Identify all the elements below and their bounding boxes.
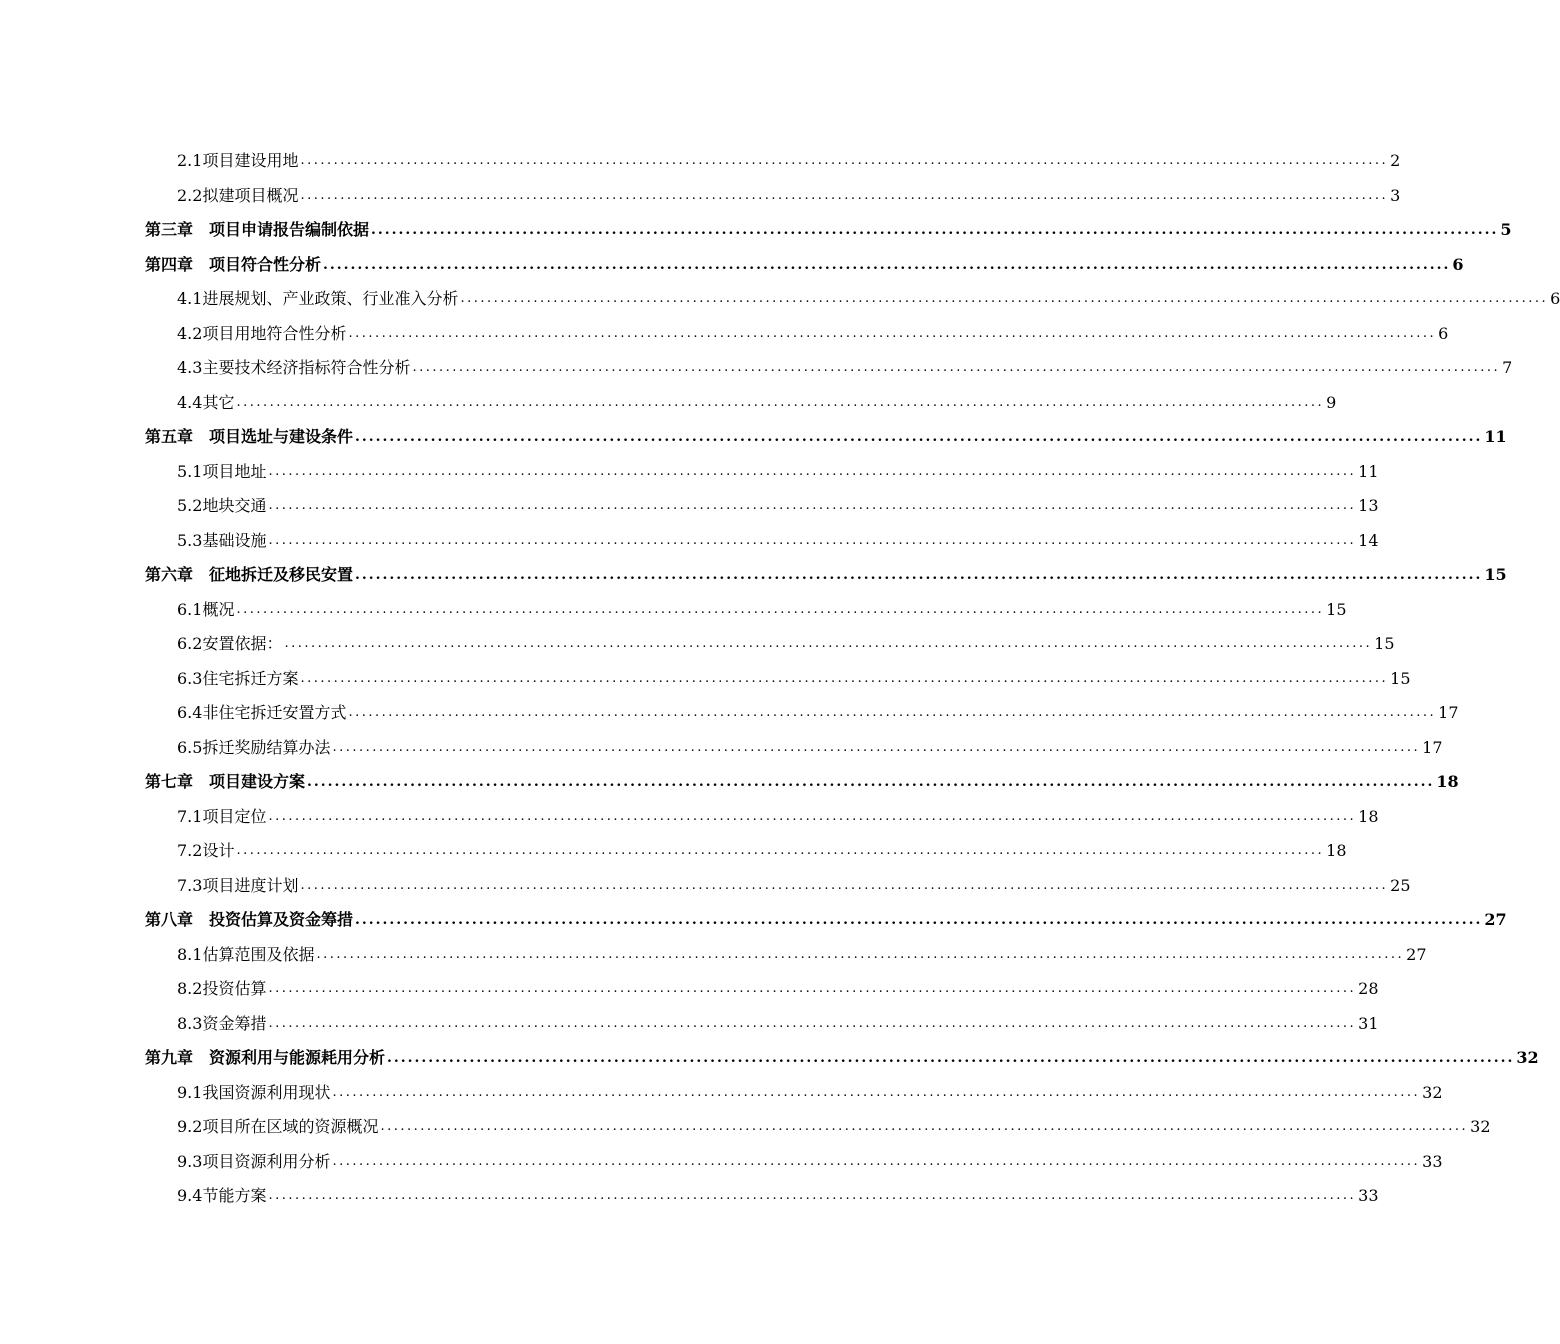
toc-dot-leader: .................................................................................................................................................................... bbox=[300, 187, 1389, 203]
toc-dot-leader: .................................................................................................................................................................... bbox=[300, 670, 1389, 686]
toc-page-number: 6 bbox=[1452, 254, 1464, 274]
toc-page-number: 13 bbox=[1358, 496, 1379, 515]
toc-section-entry[interactable] bbox=[177, 592, 1347, 622]
toc-section-entry[interactable] bbox=[177, 385, 1337, 415]
toc-page-number: 7 bbox=[1502, 358, 1513, 377]
toc-dot-leader: .................................................................................................................................................................... bbox=[412, 360, 1501, 375]
toc-entry-title: 5.2地块交通 bbox=[177, 496, 267, 515]
toc-dot-leader: .................................................................................................................................................................... bbox=[323, 256, 1451, 273]
toc-entry-title: 4.3主要技术经济指标符合性分析 bbox=[177, 358, 411, 377]
toc-dot-leader: .................................................................................................................................................................... bbox=[236, 601, 1325, 617]
toc-entry-title: 8.1估算范围及依据 bbox=[177, 944, 315, 964]
toc-dot-leader: .................................................................................................................................................................... bbox=[355, 912, 1483, 928]
toc-page-number: 14 bbox=[1358, 530, 1379, 550]
toc-page-number: 6 bbox=[1550, 289, 1560, 308]
toc-dot-leader: .................................................................................................................................................................... bbox=[348, 325, 1437, 341]
toc-entry-title: 6.4非住宅拆迁安置方式 bbox=[177, 703, 347, 722]
toc-entry-title: 第四章 项目符合性分析 bbox=[145, 254, 322, 274]
toc-entry-title: 6.3住宅拆迁方案 bbox=[177, 668, 299, 688]
toc-section-entry[interactable] bbox=[177, 178, 1401, 208]
toc-entry-title: 8.3资金筹措 bbox=[177, 1013, 267, 1033]
toc-chapter-entry[interactable] bbox=[145, 902, 1507, 932]
toc-chapter-entry[interactable] bbox=[145, 1040, 1539, 1070]
toc-dot-leader: .................................................................................................................................................................... bbox=[380, 1119, 1469, 1134]
toc-chapter-entry[interactable] bbox=[145, 419, 1507, 449]
toc-dot-leader: .................................................................................................................................................................... bbox=[355, 567, 1483, 583]
toc-entry-title: 9.3项目资源利用分析 bbox=[177, 1151, 331, 1171]
toc-page-number: 25 bbox=[1390, 875, 1411, 895]
toc-section-entry[interactable] bbox=[177, 281, 1560, 311]
toc-dot-leader: .................................................................................................................................................................... bbox=[268, 981, 1357, 996]
toc-page-number: 28 bbox=[1358, 979, 1379, 998]
toc-entry-title: 第七章 项目建设方案 bbox=[145, 772, 306, 791]
toc-dot-leader: .................................................................................................................................................................... bbox=[236, 394, 1325, 410]
toc-section-entry[interactable] bbox=[177, 695, 1459, 725]
toc-dot-leader: .................................................................................................................................................................... bbox=[284, 636, 1373, 651]
toc-dot-leader: .................................................................................................................................................................... bbox=[300, 877, 1389, 893]
toc-dot-leader: .................................................................................................................................................................... bbox=[268, 532, 1357, 548]
toc-page-number: 17 bbox=[1422, 737, 1443, 757]
toc-page-number: 11 bbox=[1484, 427, 1507, 446]
toc-dot-leader: .................................................................................................................................................................... bbox=[268, 1015, 1357, 1031]
toc-section-entry[interactable] bbox=[177, 1006, 1379, 1036]
toc-entry-title: 第八章 投资估算及资金筹措 bbox=[145, 910, 354, 929]
toc-page-number: 18 bbox=[1326, 841, 1347, 860]
toc-page-number: 2 bbox=[1390, 151, 1401, 170]
toc-dot-leader: .................................................................................................................................................................... bbox=[332, 1153, 1421, 1169]
toc-entry-title: 9.1我国资源利用现状 bbox=[177, 1082, 331, 1102]
toc-section-entry[interactable] bbox=[177, 661, 1411, 691]
toc-section-entry[interactable] bbox=[177, 833, 1347, 863]
toc-entry-title: 2.2拟建项目概况 bbox=[177, 185, 299, 205]
toc-dot-leader: .................................................................................................................................................................... bbox=[236, 843, 1325, 858]
toc-entry-title: 第三章 项目申请报告编制依据 bbox=[145, 220, 370, 239]
toc-section-entry[interactable] bbox=[177, 626, 1395, 656]
toc-page-number: 27 bbox=[1406, 944, 1427, 964]
toc-page-number: 9 bbox=[1326, 392, 1337, 412]
toc-entry-title: 7.3项目进度计划 bbox=[177, 875, 299, 895]
toc-dot-leader: .................................................................................................................................................................... bbox=[332, 739, 1421, 755]
toc-section-entry[interactable] bbox=[177, 488, 1379, 518]
toc-chapter-entry[interactable] bbox=[145, 212, 1512, 242]
toc-section-entry[interactable] bbox=[177, 1144, 1443, 1174]
toc-section-entry[interactable] bbox=[177, 523, 1379, 553]
toc-entry-title: 第六章 征地拆迁及移民安置 bbox=[145, 565, 354, 584]
toc-entry-title: 5.1项目地址 bbox=[177, 461, 267, 481]
toc-section-entry[interactable] bbox=[177, 868, 1411, 898]
toc-page-number: 18 bbox=[1436, 772, 1459, 791]
toc-section-entry[interactable] bbox=[177, 1075, 1443, 1105]
toc-entry-title: 5.3基础设施 bbox=[177, 530, 267, 550]
toc-entry-title: 4.2项目用地符合性分析 bbox=[177, 323, 347, 343]
toc-chapter-entry[interactable] bbox=[145, 247, 1464, 277]
toc-entry-title: 9.2项目所在区域的资源概况 bbox=[177, 1117, 379, 1136]
toc-dot-leader: .................................................................................................................................................................... bbox=[307, 774, 1435, 790]
toc-section-entry[interactable] bbox=[177, 1109, 1491, 1139]
toc-section-entry[interactable] bbox=[177, 143, 1401, 173]
toc-dot-leader: .................................................................................................................................................................... bbox=[460, 291, 1549, 306]
toc-section-entry[interactable] bbox=[177, 454, 1379, 484]
toc-entry-title: 7.2设计 bbox=[177, 841, 235, 860]
toc-page-number: 15 bbox=[1390, 668, 1411, 688]
toc-section-entry[interactable] bbox=[177, 316, 1449, 346]
toc-entry-title: 4.4其它 bbox=[177, 392, 235, 412]
toc-dot-leader: .................................................................................................................................................................... bbox=[387, 1050, 1515, 1066]
toc-page-number: 15 bbox=[1326, 599, 1347, 619]
toc-chapter-entry[interactable] bbox=[145, 557, 1507, 587]
toc-entry-title: 6.1概况 bbox=[177, 599, 235, 619]
toc-page-number: 6 bbox=[1438, 323, 1449, 343]
toc-page-number: 32 bbox=[1470, 1117, 1491, 1136]
toc-page-number: 5 bbox=[1500, 220, 1512, 239]
toc-entry-title: 4.1进展规划、产业政策、行业准入分析 bbox=[177, 289, 459, 308]
toc-entry-title: 第九章 资源利用与能源耗用分析 bbox=[145, 1048, 386, 1067]
toc-entry-title: 2.1项目建设用地 bbox=[177, 151, 299, 170]
toc-page-number: 27 bbox=[1484, 910, 1507, 929]
toc-entry-title: 7.1项目定位 bbox=[177, 806, 267, 826]
toc-section-entry[interactable] bbox=[177, 937, 1427, 967]
toc-section-entry[interactable] bbox=[177, 971, 1379, 1001]
toc-section-entry[interactable] bbox=[177, 1178, 1379, 1208]
toc-entry-title: 6.2安置依据： bbox=[177, 634, 283, 653]
toc-dot-leader: .................................................................................................................................................................... bbox=[268, 498, 1357, 513]
toc-page-number: 3 bbox=[1390, 185, 1401, 205]
toc-page-number: 18 bbox=[1358, 806, 1379, 826]
toc-dot-leader: .................................................................................................................................................................... bbox=[348, 705, 1437, 720]
toc-page-number: 32 bbox=[1422, 1082, 1443, 1102]
toc-entry-title: 9.4节能方案 bbox=[177, 1186, 267, 1205]
toc-dot-leader: .................................................................................................................................................................... bbox=[371, 222, 1499, 238]
toc-section-entry[interactable] bbox=[177, 799, 1379, 829]
toc-dot-leader: .................................................................................................................................................................... bbox=[268, 463, 1357, 479]
toc-entry-title: 第五章 项目选址与建设条件 bbox=[145, 427, 354, 446]
toc-chapter-entry[interactable] bbox=[145, 764, 1459, 794]
toc-dot-leader: .................................................................................................................................................................... bbox=[268, 1188, 1357, 1203]
toc-dot-leader: .................................................................................................................................................................... bbox=[300, 153, 1389, 168]
toc-dot-leader: .................................................................................................................................................................... bbox=[268, 808, 1357, 824]
toc-page-number: 32 bbox=[1516, 1048, 1539, 1067]
toc-page-number: 33 bbox=[1358, 1186, 1379, 1205]
toc-entry-title: 6.5拆迁奖励结算办法 bbox=[177, 737, 331, 757]
toc-page-number: 33 bbox=[1422, 1151, 1443, 1171]
toc-page-number: 31 bbox=[1358, 1013, 1379, 1033]
toc-page-number: 17 bbox=[1438, 703, 1459, 722]
toc-dot-leader: .................................................................................................................................................................... bbox=[316, 946, 1405, 962]
toc-dot-leader: .................................................................................................................................................................... bbox=[355, 429, 1483, 445]
toc-page-number: 15 bbox=[1484, 565, 1507, 584]
toc-page-number: 15 bbox=[1374, 634, 1395, 653]
toc-section-entry[interactable] bbox=[177, 350, 1513, 380]
toc-section-entry[interactable] bbox=[177, 730, 1443, 760]
toc-dot-leader: .................................................................................................................................................................... bbox=[332, 1084, 1421, 1100]
toc-entry-title: 8.2投资估算 bbox=[177, 979, 267, 998]
toc-page-number: 11 bbox=[1358, 461, 1379, 481]
